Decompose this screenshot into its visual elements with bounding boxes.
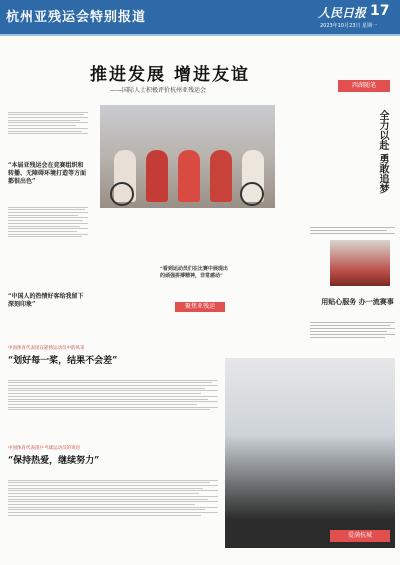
pull-quote: “中国人的热情好客给我留下深刻印象” (8, 293, 84, 308)
section-kicker: 中国体育代表团在轮椅运动员中的风采 (8, 346, 85, 351)
paper-logo: 人民日报 (318, 6, 367, 20)
tennis-photo (225, 358, 395, 548)
article-column (8, 478, 218, 517)
athlete-photo (330, 240, 390, 286)
essay-title: 全力以赴 勇敢追梦 (377, 110, 388, 194)
photo-figure (146, 150, 168, 202)
header-divider (0, 34, 400, 36)
sidebar-column (310, 320, 395, 340)
section-heading (8, 445, 99, 466)
wheelchair-wheel (240, 182, 264, 206)
section-title: “保持热爱，继续努力” (8, 456, 100, 466)
pull-quote: “本届亚残运会在竞赛组织和转播、无障碍环境打造等方面都很出色” (8, 162, 87, 185)
lead-photo (100, 105, 275, 208)
section-heading (8, 345, 117, 366)
main-headline: 推进发展 增进友谊 (90, 65, 250, 85)
issue-date: 2023年10月23日 星期一 (320, 23, 378, 29)
pull-quote: “看到运动员们在比赛中展现出的顽强拼搏精神，非常感动” (160, 266, 228, 279)
photo-figure (178, 150, 200, 202)
main-subhead: ——国际人士积极评价杭州亚残运会 (110, 87, 207, 94)
section-tag-love-hangzhou: 爱满杭城 (330, 530, 390, 542)
section-tag-focus: 聚焦亚残运 (175, 302, 225, 312)
feature-title: 用贴心服务 办一流赛事 (321, 297, 394, 306)
section-kicker: 中国体育代表团乒乓球运动员的寄语 (8, 446, 80, 451)
article-column (8, 378, 218, 412)
sidebar-column (310, 225, 395, 236)
photo-figure (210, 150, 232, 202)
wheelchair-wheel (110, 182, 134, 206)
page-header (0, 0, 400, 34)
article-column (8, 110, 88, 136)
page-number: 17 (370, 3, 390, 19)
section-title: “划好每一桨，结果不会差” (8, 356, 118, 366)
section-tag-west-lake: 西湖随笔 (338, 80, 390, 92)
section-title: 杭州亚残运会特别报道 (6, 10, 147, 25)
article-column (8, 205, 88, 239)
